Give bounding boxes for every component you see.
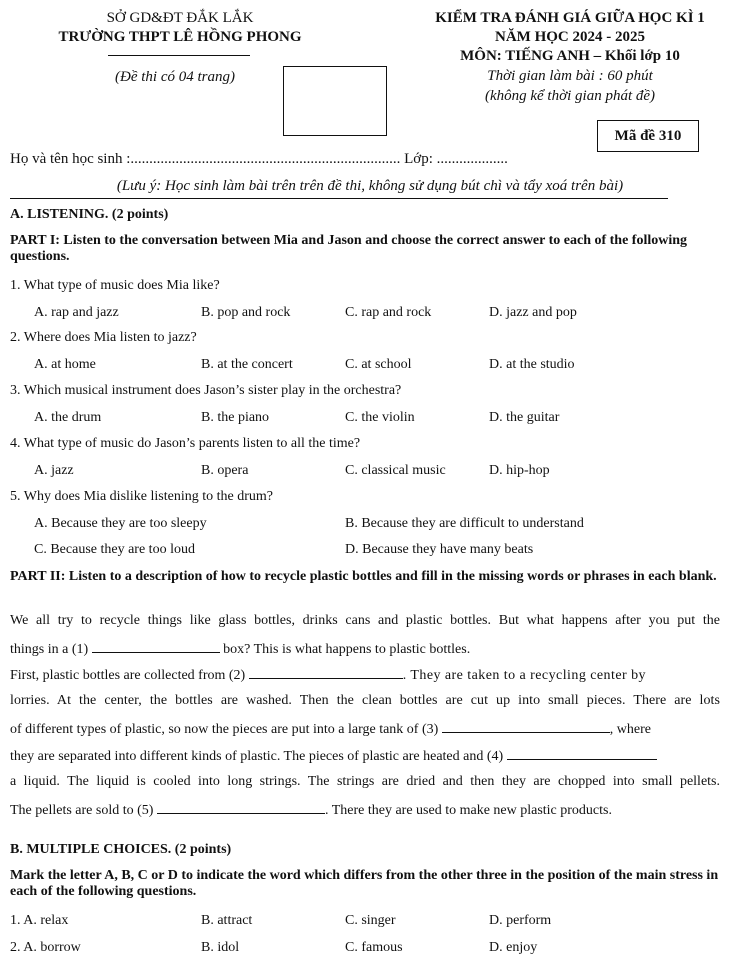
school-name: TRƯỜNG THPT LÊ HỒNG PHONG <box>58 29 302 45</box>
passage-text: The pellets are sold to (5) <box>10 803 154 818</box>
blank-1[interactable] <box>92 640 220 653</box>
exam-code: Mã đề 310 <box>597 120 699 152</box>
stress-q1-option-d: D. perform <box>489 913 552 928</box>
question-2: 2. Where does Mia listen to jazz? <box>10 330 197 345</box>
passage-text: . There they are used to make new plastic products. <box>324 803 612 818</box>
q2-option-b: B. at the concert <box>201 357 293 372</box>
q2-option-a: A. at home <box>34 357 96 372</box>
passage-line-5 <box>10 720 720 738</box>
q1-option-d: D. jazz and pop <box>489 305 577 320</box>
q2-option-c: C. at school <box>345 357 412 372</box>
blank-5[interactable] <box>157 801 325 814</box>
school-year: NĂM HỌC 2024 - 2025 <box>495 29 645 45</box>
stress-q2-option-b: B. idol <box>201 940 240 955</box>
exam-note: (Lưu ý: Học sinh làm bài trên trên đề thi, không sử dụng bút chì và tẩy xoá trên bài) <box>116 178 624 194</box>
passage-text: First, plastic bottles are collected from (2) <box>10 668 246 683</box>
part1-instruction: PART I: Listen to the conversation between Mia and Jason and choose the correct answer to each of the following questions. <box>10 233 688 264</box>
note-rule <box>10 198 668 199</box>
passage-text: they are separated into different kinds of plastic. The pieces of plastic are heated and (4) <box>10 749 504 764</box>
passage-text: , where <box>609 722 651 737</box>
q4-option-d: D. hip-hop <box>489 463 550 478</box>
q5-option-a: A. Because they are too sleepy <box>34 516 207 531</box>
question-1: 1. What type of music does Mia like? <box>10 278 220 293</box>
q5-option-d: D. Because they have many beats <box>345 542 534 557</box>
q1-option-a: A. rap and jazz <box>34 305 119 320</box>
stress-q1-option-a: 1. A. relax <box>10 913 69 928</box>
q4-option-a: A. jazz <box>34 463 74 478</box>
score-box <box>283 66 387 136</box>
stress-q1-option-c: C. singer <box>345 913 396 928</box>
blank-3[interactable] <box>442 720 610 733</box>
exam-time-note: (không kể thời gian phát đề) <box>484 88 656 104</box>
passage-text: box? This is what happens to plastic bottles. <box>223 642 471 657</box>
part-b-instruction: Mark the letter A, B, C or D to indicate the word which differs from the other three in the position of the main stress in each of the following questions. <box>10 868 719 899</box>
header-rule <box>108 55 250 56</box>
passage-line-3 <box>10 666 720 684</box>
blank-4[interactable] <box>507 747 657 760</box>
exam-title: KIỂM TRA ĐÁNH GIÁ GIỮA HỌC KÌ 1 <box>435 10 705 26</box>
student-info-line: Họ và tên học sinh :........................................................................ Lớp: ................... <box>10 151 508 167</box>
passage-line-2 <box>10 640 720 658</box>
stress-q2-option-c: C. famous <box>345 940 403 955</box>
section-a-title: A. LISTENING. (2 points) <box>10 207 169 222</box>
question-4: 4. What type of music do Jason’s parents listen to all the time? <box>10 436 361 451</box>
exam-time: Thời gian làm bài : 60 phút <box>487 68 653 84</box>
passage-text: things in a (1) <box>10 642 89 657</box>
passage-line-8 <box>10 801 720 819</box>
section-b-title: B. MULTIPLE CHOICES. (2 points) <box>10 842 232 857</box>
subject-title: MÔN: TIẾNG ANH – Khối lớp 10 <box>460 48 680 64</box>
q4-option-c: C. classical music <box>345 463 446 478</box>
passage-line-4: lorries. At the center, the bottles are washed. Then the clean bottles are cut up into small pieces. There are lots <box>10 693 720 708</box>
q5-option-c: C. Because they are too loud <box>34 542 195 557</box>
part2-instruction: PART II: Listen to a description of how to recycle plastic bottles and fill in the missing words or phrases in each blank. <box>10 569 717 584</box>
stress-q1-option-b: B. attract <box>201 913 253 928</box>
q3-option-a: A. the drum <box>34 410 102 425</box>
stress-q2-option-a: 2. A. borrow <box>10 940 81 955</box>
passage-line-7: a liquid. The liquid is cooled into long strings. The strings are dried and then they are chopped into small pellets. <box>10 774 720 789</box>
pages-note: (Đề thi có 04 trang) <box>115 69 235 85</box>
q4-option-b: B. opera <box>201 463 249 478</box>
passage-text: of different types of plastic, so now the pieces are put into a large tank of (3) <box>10 722 439 737</box>
q1-option-b: B. pop and rock <box>201 305 291 320</box>
passage-line-1: We all try to recycle things like glass bottles, drinks cans and plastic bottles. But what happens after you put the <box>10 613 720 628</box>
q3-option-d: D. the guitar <box>489 410 560 425</box>
question-3: 3. Which musical instrument does Jason’s sister play in the orchestra? <box>10 383 402 398</box>
q5-option-b: B. Because they are difficult to understand <box>345 516 584 531</box>
stress-q2-option-d: D. enjoy <box>489 940 538 955</box>
passage-line-6 <box>10 747 720 765</box>
dept-name: SỞ GD&ĐT ĐẮK LẮK <box>106 10 254 26</box>
q3-option-b: B. the piano <box>201 410 270 425</box>
blank-2[interactable] <box>249 666 403 679</box>
q1-option-c: C. rap and rock <box>345 305 432 320</box>
question-5: 5. Why does Mia dislike listening to the drum? <box>10 489 273 504</box>
passage-text: . They are taken to a recycling center by <box>402 668 646 683</box>
q3-option-c: C. the violin <box>345 410 415 425</box>
q2-option-d: D. at the studio <box>489 357 575 372</box>
